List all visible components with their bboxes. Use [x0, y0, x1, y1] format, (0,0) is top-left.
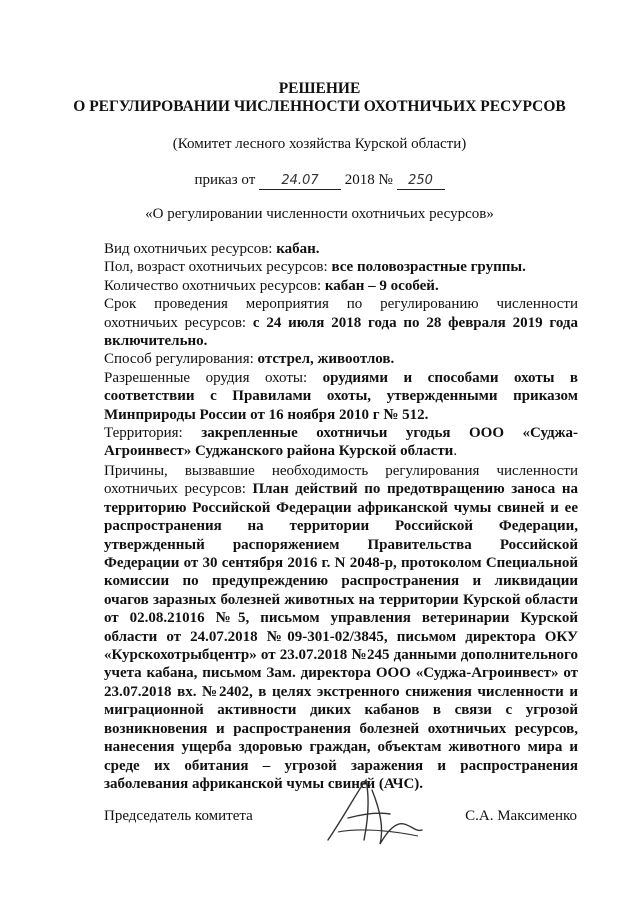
- handwritten-signature: [318, 770, 428, 850]
- reasons-value: План действий по предотвращению заноса на территорию Российской Федерации африканской чумы свиней и ее распространения на территории Российской Федерации, утвержденный распоряжением Правительства Российской Федерации от 30 сентября 2016 г. N 2048-р, протоколом Специальной комиссии по предупреждению распространения и ликвидации очагов заразных болезней животных на территории Курской области от 02.08.21016 №5, письмом управления ветеринарии Курской области от 24.07.2018 №09-301-02/3845, письмом директора ОКУ «Курскохотрыбцентр» от 23.07.2018 №245 данными дополнительного учета кабана, письмом Зам. директора ООО «Суджа-Агроинвест» от 23.07.2018 вх. №2402, в целях экстренного снижения численности и миграционной активности диких кабанов в связи с угрозой возникновения и распространения болезней охотничьих ресурсов, нанесения ущерба здоровью граждан, объектам животного мира и среде их обитания – угрозой заражения и распространения заболевания африканской чумы свиней (АЧС).: [104, 481, 579, 792]
- field-value: орудиями и способами охоты в соответствии с Правилами охоты, утвержденными приказом Минприроды России от 16 ноября 2010 г № 512.: [104, 369, 579, 423]
- signer-position: Председатель комитета: [104, 808, 253, 824]
- document-title: РЕШЕНИЕ: [278, 80, 361, 97]
- order-prefix: приказ от: [194, 172, 256, 188]
- field-label: Пол, возраст охотничьих ресурсов:: [104, 259, 332, 276]
- field-method: [104, 350, 578, 368]
- committee-name: (Комитет лесного хозяйства Курской области): [172, 136, 467, 152]
- field-end: .: [453, 443, 458, 460]
- field-value: кабан.: [276, 241, 320, 257]
- field-value: все половозрастные группы.: [331, 259, 526, 276]
- field-label: Территория:: [104, 425, 202, 442]
- decision-fields: [104, 240, 578, 461]
- document-subtitle: О РЕГУЛИРОВАНИИ ЧИСЛЕННОСТИ ОХОТНИЧЬИХ РЕСУРСОВ: [73, 98, 566, 115]
- field-value: отстрел, живоотлов.: [257, 351, 395, 368]
- field-label: Вид охотничьих ресурсов:: [104, 241, 277, 257]
- field-value: закрепленные охотничьи угодья ООО «Суджа-Агроинвест» Суджанского района Курской области: [104, 425, 579, 460]
- field-tools: [104, 369, 578, 424]
- reasons-label: Причины, вызвавшие необходимость регулирования численности охотничьих ресурсов:: [104, 463, 578, 498]
- signer-name: С.А. Максименко: [465, 808, 577, 824]
- field-kind: [104, 240, 578, 258]
- field-term: [104, 295, 578, 350]
- field-quantity: [104, 277, 578, 295]
- field-label: Срок проведения мероприятия по регулированию численности охотничьих ресурсов:: [104, 296, 578, 331]
- field-label: Количество охотничьих ресурсов:: [104, 277, 325, 294]
- order-date-handwritten: 24.07: [259, 173, 341, 190]
- order-subject: «О регулировании численности охотничьих ресурсов»: [145, 206, 494, 222]
- field-value: кабан – 9 особей.: [324, 277, 439, 294]
- order-year: 2018 №: [344, 172, 393, 188]
- reasons-paragraph: [104, 462, 578, 793]
- field-value: с 24 июля 2018 года по 28 февраля 2019 года включительно.: [104, 314, 578, 350]
- field-label: Разрешенные орудия охоты:: [104, 369, 323, 386]
- order-number-handwritten: 250: [397, 173, 445, 190]
- field-label: Способ регулирования:: [104, 351, 258, 368]
- field-sex-age: [104, 258, 578, 276]
- reasons-text: [104, 462, 578, 793]
- field-territory: [104, 424, 578, 461]
- order-line: [0, 172, 639, 190]
